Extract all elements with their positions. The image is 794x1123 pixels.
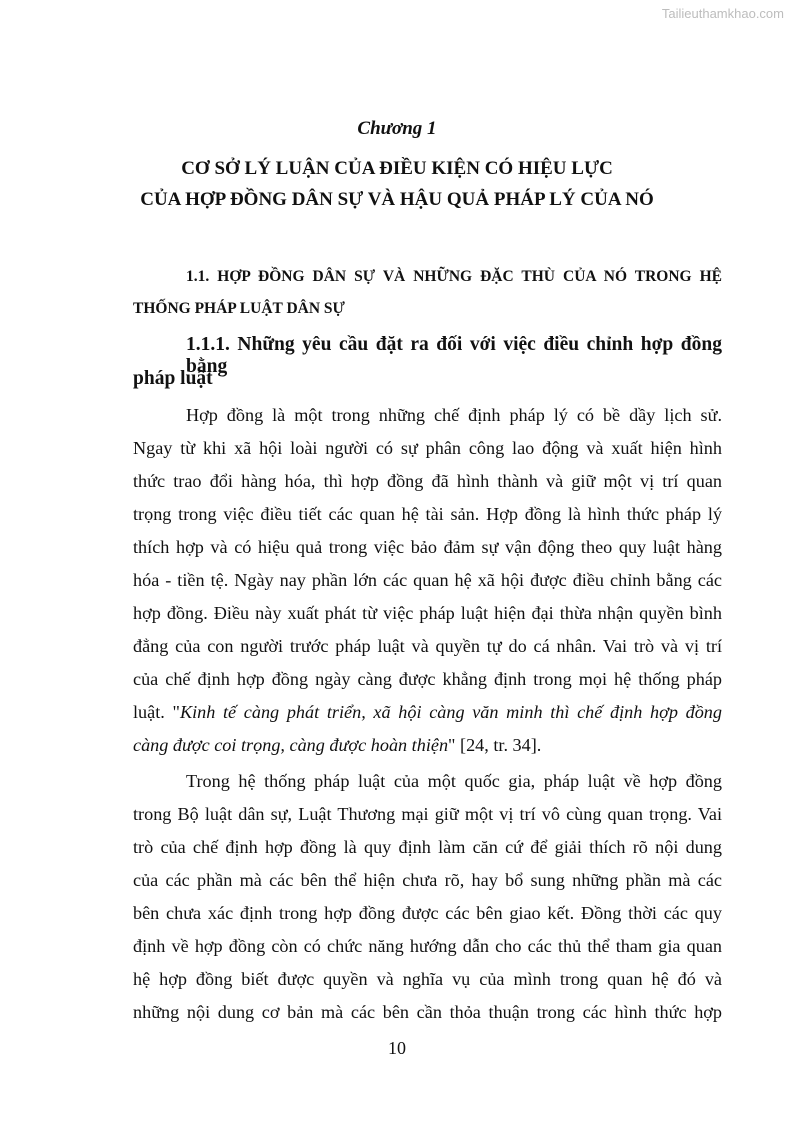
quote-text: càng được coi trọng, càng được hoàn thiện (133, 735, 449, 755)
paragraph-line: Ngay từ khi xã hội loài người có sự phân công lao động và xuất hiện hình (133, 438, 722, 458)
paragraph-line: trò của chế định hợp đồng là quy định làm căn cứ để giải thích rõ nội dung (133, 837, 722, 857)
chapter-title-line-2: CỦA HỢP ĐỒNG DÂN SỰ VÀ HẬU QUẢ PHÁP LÝ CỦA NÓ (140, 189, 654, 210)
paragraph-line: thích hợp và có hiệu quả trong việc bảo đảm sự vận động theo quy luật hàng (133, 537, 722, 557)
paragraph-line: Hợp đồng là một trong những chế định pháp lý có bề dầy lịch sử. (186, 405, 722, 425)
paragraph-line: đẳng của con người trước pháp luật và quyền tự do cá nhân. Vai trò và vị trí (133, 636, 722, 656)
subsection-heading-line-2: pháp luật (133, 368, 213, 389)
paragraph-line: hợp đồng. Điều này xuất phát từ việc pháp luật hiện đại thừa nhận quyền bình (133, 603, 722, 623)
paragraph-line: trong Bộ luật dân sự, Luật Thương mại giữ một vị trí vô cùng quan trọng. Vai (133, 804, 722, 824)
section-heading-line-2: THỐNG PHÁP LUẬT DÂN SỰ (133, 300, 345, 317)
quote-text: Kinh tế càng phát triển, xã hội càng văn minh thì chế định hợp đồng (179, 702, 722, 722)
quote-line-1 (133, 701, 722, 723)
quote-line-2 (133, 734, 722, 756)
paragraph-line: hệ hợp đồng biết được quyền và nghĩa vụ của mình trong quan hệ đó và (133, 969, 722, 989)
chapter-label: Chương 1 (357, 118, 437, 139)
chapter-title-line-1: CƠ SỞ LÝ LUẬN CỦA ĐIỀU KIỆN CÓ HIỆU LỰC (181, 158, 613, 179)
paragraph-line: những nội dung cơ bản mà các bên cần thỏa thuận trong các hình thức hợp (133, 1002, 722, 1022)
paragraph-line: định về hợp đồng còn có chức năng hướng dẫn cho các thủ thể tham gia quan (133, 936, 722, 956)
paragraph-line: hóa - tiền tệ. Ngày nay phần lớn các quan hệ xã hội được điều chỉnh bằng các (133, 570, 722, 590)
paragraph-line: của các phần mà các bên thể hiện chưa rõ, hay bổ sung những phần mà các (133, 870, 722, 890)
paragraph-line: trọng trong việc điều tiết các quan hệ tài sản. Hợp đồng là hình thức pháp lý (133, 504, 722, 524)
watermark: Tailieuthamkhao.com (661, 6, 784, 21)
page-number: 10 (388, 1038, 406, 1058)
paragraph-line: thức trao đổi hàng hóa, thì hợp đồng đã hình thành và giữ một vị trí quan (133, 471, 722, 491)
paragraph-line: bên chưa xác định trong hợp đồng được các bên giao kết. Đồng thời các quy (133, 903, 722, 923)
quote-prefix: luật. " (133, 702, 180, 722)
subsection-heading-line-1: 1.1.1. Những yêu cầu đặt ra đối với việc điều chỉnh hợp đồng bằng (186, 334, 722, 377)
paragraph-line: Trong hệ thống pháp luật của một quốc gia, pháp luật về hợp đồng (186, 771, 722, 791)
section-heading-line-1: 1.1. HỢP ĐỒNG DÂN SỰ VÀ NHỮNG ĐẶC THÙ CỦA NÓ TRONG HỆ (186, 268, 722, 285)
paragraph-line: của chế định hợp đồng ngày càng được khẳng định trong mọi hệ thống pháp (133, 669, 722, 689)
citation: " [24, tr. 34]. (448, 735, 542, 755)
